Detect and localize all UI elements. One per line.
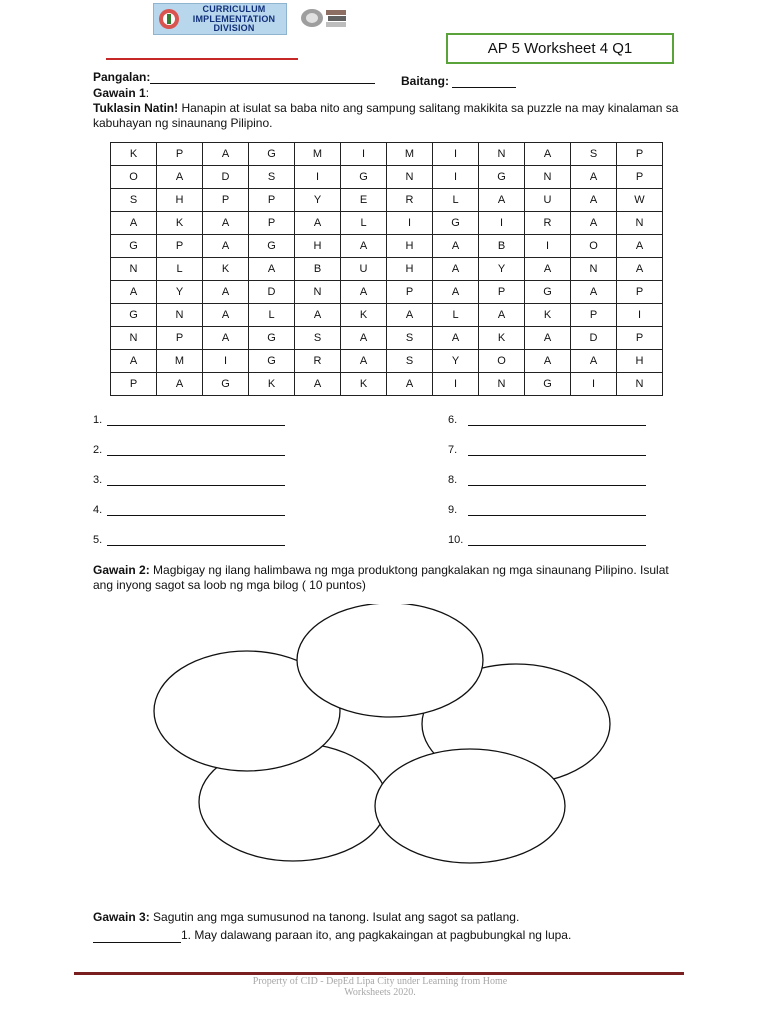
puzzle-cell[interactable]: I [617, 304, 663, 327]
puzzle-cell[interactable]: A [341, 327, 387, 350]
answer-blank[interactable] [468, 415, 646, 426]
answer-number: 4. [93, 504, 103, 516]
puzzle-row [111, 166, 663, 189]
puzzle-cell[interactable]: A [571, 189, 617, 212]
puzzle-cell[interactable]: S [387, 350, 433, 373]
gawain3-instruction: Gawain 3: Sagutin ang mga sumusunod na tanong. Isulat ang sagot sa patlang. [93, 910, 520, 924]
puzzle-cell[interactable]: P [617, 281, 663, 304]
answer-circles [150, 604, 620, 866]
puzzle-cell[interactable]: B [479, 235, 525, 258]
puzzle-cell[interactable]: O [111, 166, 157, 189]
puzzle-cell[interactable]: A [341, 350, 387, 373]
worksheet-title: AP 5 Worksheet 4 Q1 [446, 33, 674, 64]
cid-logo [153, 3, 287, 35]
puzzle-cell[interactable]: K [203, 258, 249, 281]
puzzle-cell[interactable]: G [525, 373, 571, 396]
puzzle-cell[interactable]: I [203, 350, 249, 373]
deped-seal-icon [158, 8, 180, 30]
gawain1-title: Gawain 1: [93, 86, 150, 100]
puzzle-cell[interactable]: P [617, 143, 663, 166]
puzzle-cell[interactable]: P [387, 281, 433, 304]
puzzle-cell[interactable]: L [433, 304, 479, 327]
answer-circle-bottom-right[interactable] [375, 749, 565, 863]
question1-blank[interactable] [93, 931, 181, 943]
puzzle-cell[interactable]: A [525, 327, 571, 350]
instruction-lead: Tuklasin Natin! [93, 101, 179, 115]
puzzle-cell[interactable]: M [157, 350, 203, 373]
answer-line [448, 534, 646, 546]
puzzle-cell[interactable]: Y [157, 281, 203, 304]
puzzle-cell[interactable]: P [157, 235, 203, 258]
gawain2-title: Gawain 2: [93, 563, 150, 577]
puzzle-cell[interactable]: A [295, 304, 341, 327]
puzzle-cell[interactable]: G [433, 212, 479, 235]
gawain3-title: Gawain 3: [93, 910, 150, 924]
puzzle-row [111, 281, 663, 304]
puzzle-cell[interactable]: A [295, 212, 341, 235]
puzzle-cell[interactable]: H [157, 189, 203, 212]
puzzle-cell[interactable]: K [479, 327, 525, 350]
puzzle-cell[interactable]: P [571, 304, 617, 327]
puzzle-cell[interactable]: S [295, 327, 341, 350]
answer-line [448, 504, 646, 516]
puzzle-cell[interactable]: D [249, 281, 295, 304]
puzzle-cell[interactable]: G [525, 281, 571, 304]
puzzle-row [111, 258, 663, 281]
puzzle-cell[interactable]: A [433, 281, 479, 304]
puzzle-cell[interactable]: H [387, 258, 433, 281]
puzzle-cell[interactable]: D [203, 166, 249, 189]
answer-circle-top[interactable] [297, 604, 483, 717]
puzzle-cell[interactable]: K [525, 304, 571, 327]
puzzle-cell[interactable]: A [571, 281, 617, 304]
puzzle-cell[interactable]: A [249, 258, 295, 281]
answer-line [448, 474, 646, 486]
puzzle-cell[interactable]: K [157, 212, 203, 235]
answer-blank[interactable] [468, 535, 646, 546]
puzzle-cell[interactable]: N [111, 258, 157, 281]
puzzle-cell[interactable]: A [433, 235, 479, 258]
puzzle-cell[interactable]: N [617, 373, 663, 396]
puzzle-cell[interactable]: P [479, 281, 525, 304]
puzzle-cell[interactable]: I [433, 143, 479, 166]
puzzle-cell[interactable]: L [433, 189, 479, 212]
puzzle-cell[interactable]: A [479, 304, 525, 327]
puzzle-cell[interactable]: H [617, 350, 663, 373]
puzzle-cell[interactable]: P [617, 327, 663, 350]
gawain3-question1: 1. May dalawang paraan ito, ang pagkakaingan at pagbubungkal ng lupa. [93, 928, 571, 943]
puzzle-cell[interactable]: H [387, 235, 433, 258]
books-logo-icon [298, 4, 350, 32]
answer-number: 8. [448, 474, 458, 486]
puzzle-cell[interactable]: N [479, 373, 525, 396]
puzzle-cell[interactable]: Y [479, 258, 525, 281]
puzzle-cell[interactable]: A [341, 235, 387, 258]
puzzle-cell[interactable]: P [111, 373, 157, 396]
puzzle-cell[interactable]: P [157, 327, 203, 350]
answer-blank[interactable] [107, 475, 285, 486]
logo-text: CURRICULUM IMPLEMENTATION DIVISION [192, 4, 276, 33]
puzzle-cell[interactable]: A [295, 373, 341, 396]
answer-number: 1. [93, 414, 103, 426]
puzzle-cell[interactable]: A [111, 212, 157, 235]
puzzle-cell[interactable]: A [525, 350, 571, 373]
puzzle-cell[interactable]: S [249, 166, 295, 189]
puzzle-cell[interactable]: N [617, 212, 663, 235]
answer-blank[interactable] [107, 445, 285, 456]
puzzle-cell[interactable]: I [525, 235, 571, 258]
grade-blank[interactable] [452, 76, 516, 88]
puzzle-cell[interactable]: P [249, 212, 295, 235]
puzzle-cell[interactable]: A [571, 350, 617, 373]
puzzle-cell[interactable]: A [433, 327, 479, 350]
puzzle-cell[interactable]: A [387, 304, 433, 327]
gawain2-instruction: Gawain 2: Magbigay ng ilang halimbawa ng mga produktong pangkalakan ng mga sinaunang Pilipino. Isulat ang inyong sagot sa loob ng mga bilog ( 10 puntos) [93, 563, 669, 592]
puzzle-cell[interactable]: G [249, 143, 295, 166]
answer-line [448, 414, 646, 426]
puzzle-cell[interactable]: P [617, 166, 663, 189]
answer-number: 9. [448, 504, 458, 516]
grade-label: Baitang: [401, 74, 449, 88]
puzzle-cell[interactable]: A [617, 235, 663, 258]
puzzle-cell[interactable]: A [341, 281, 387, 304]
puzzle-cell[interactable]: I [479, 212, 525, 235]
puzzle-cell[interactable]: L [249, 304, 295, 327]
puzzle-cell[interactable]: O [571, 235, 617, 258]
puzzle-cell[interactable]: A [387, 373, 433, 396]
instruction-text: Hanapin at isulat sa baba nito ang sampung salitang makikita sa puzzle na may kinalaman sa kabuhayan ng sinaunang Pilipino. [93, 101, 679, 130]
puzzle-row [111, 212, 663, 235]
puzzle-cell[interactable]: L [157, 258, 203, 281]
puzzle-cell[interactable]: O [479, 350, 525, 373]
puzzle-cell[interactable]: R [295, 350, 341, 373]
puzzle-cell[interactable]: G [249, 235, 295, 258]
answer-blank[interactable] [107, 415, 285, 426]
puzzle-cell[interactable]: G [203, 373, 249, 396]
footer-text: Property of CID - DepEd Lipa City under Learning from Home Worksheets 2020. [252, 976, 508, 998]
puzzle-row [111, 143, 663, 166]
puzzle-cell[interactable]: G [479, 166, 525, 189]
puzzle-cell[interactable]: B [295, 258, 341, 281]
puzzle-cell[interactable]: N [571, 258, 617, 281]
puzzle-cell[interactable]: N [387, 166, 433, 189]
answer-blank[interactable] [468, 475, 646, 486]
answer-line [448, 444, 646, 456]
puzzle-cell[interactable]: I [433, 373, 479, 396]
answer-blank[interactable] [468, 445, 646, 456]
puzzle-cell[interactable]: A [157, 166, 203, 189]
puzzle-cell[interactable]: D [571, 327, 617, 350]
puzzle-cell[interactable]: A [111, 350, 157, 373]
puzzle-cell[interactable]: A [433, 258, 479, 281]
puzzle-cell[interactable]: A [203, 327, 249, 350]
puzzle-cell[interactable]: K [341, 373, 387, 396]
puzzle-cell[interactable]: P [157, 143, 203, 166]
puzzle-cell[interactable]: N [525, 166, 571, 189]
answer-number: 10. [448, 534, 464, 546]
puzzle-cell[interactable]: I [433, 166, 479, 189]
puzzle-cell[interactable]: Y [433, 350, 479, 373]
puzzle-row [111, 235, 663, 258]
answer-line [93, 534, 285, 546]
puzzle-cell[interactable]: A [203, 143, 249, 166]
puzzle-cell[interactable]: R [525, 212, 571, 235]
answer-blank[interactable] [107, 535, 285, 546]
puzzle-cell[interactable]: A [203, 281, 249, 304]
name-row [93, 70, 375, 84]
gawain1-instruction [93, 101, 683, 131]
name-label: Pangalan: [93, 70, 151, 84]
answer-line [93, 474, 285, 486]
puzzle-cell[interactable]: A [525, 258, 571, 281]
puzzle-cell[interactable]: P [249, 189, 295, 212]
puzzle-cell[interactable]: Y [295, 189, 341, 212]
answer-blank[interactable] [468, 505, 646, 516]
puzzle-cell[interactable]: A [157, 373, 203, 396]
puzzle-cell[interactable]: I [341, 143, 387, 166]
puzzle-cell[interactable]: S [387, 327, 433, 350]
puzzle-cell[interactable]: A [617, 258, 663, 281]
puzzle-cell[interactable]: I [571, 373, 617, 396]
puzzle-cell[interactable]: I [387, 212, 433, 235]
puzzle-cell[interactable]: K [111, 143, 157, 166]
footer-divider [74, 972, 684, 975]
puzzle-cell[interactable]: G [111, 235, 157, 258]
answer-number: 3. [93, 474, 103, 486]
puzzle-cell[interactable]: M [387, 143, 433, 166]
puzzle-cell[interactable]: S [111, 189, 157, 212]
word-search-puzzle [110, 142, 663, 396]
puzzle-cell[interactable]: H [295, 235, 341, 258]
puzzle-cell[interactable]: A [203, 235, 249, 258]
puzzle-cell[interactable]: N [295, 281, 341, 304]
puzzle-cell[interactable]: U [341, 258, 387, 281]
answer-number: 7. [448, 444, 458, 456]
puzzle-cell[interactable]: G [249, 350, 295, 373]
puzzle-row [111, 304, 663, 327]
puzzle-cell[interactable]: W [617, 189, 663, 212]
puzzle-cell[interactable]: L [341, 212, 387, 235]
answer-line [93, 444, 285, 456]
puzzle-cell[interactable]: G [111, 304, 157, 327]
puzzle-cell[interactable]: A [571, 212, 617, 235]
answer-blank[interactable] [107, 505, 285, 516]
puzzle-cell[interactable]: A [525, 143, 571, 166]
puzzle-row [111, 350, 663, 373]
grade-row [401, 74, 516, 88]
puzzle-cell[interactable]: K [249, 373, 295, 396]
puzzle-cell[interactable]: N [111, 327, 157, 350]
puzzle-cell[interactable]: P [203, 189, 249, 212]
puzzle-cell[interactable]: M [295, 143, 341, 166]
puzzle-cell[interactable]: I [295, 166, 341, 189]
puzzle-cell[interactable]: U [525, 189, 571, 212]
answer-line [93, 504, 285, 516]
puzzle-cell[interactable]: A [111, 281, 157, 304]
red-divider [106, 58, 298, 60]
puzzle-cell[interactable]: G [341, 166, 387, 189]
puzzle-cell[interactable]: A [203, 304, 249, 327]
answer-number: 5. [93, 534, 103, 546]
puzzle-cell[interactable]: N [157, 304, 203, 327]
puzzle-row [111, 189, 663, 212]
puzzle-cell[interactable]: S [571, 143, 617, 166]
puzzle-row [111, 327, 663, 350]
answer-number: 6. [448, 414, 458, 426]
puzzle-cell[interactable]: G [249, 327, 295, 350]
name-blank[interactable] [150, 72, 375, 84]
puzzle-cell[interactable]: E [341, 189, 387, 212]
puzzle-row [111, 373, 663, 396]
puzzle-cell[interactable]: A [479, 189, 525, 212]
puzzle-cell[interactable]: R [387, 189, 433, 212]
puzzle-cell[interactable]: A [571, 166, 617, 189]
puzzle-cell[interactable]: A [203, 212, 249, 235]
answer-number: 2. [93, 444, 103, 456]
answer-line [93, 414, 285, 426]
puzzle-cell[interactable]: N [479, 143, 525, 166]
puzzle-cell[interactable]: K [341, 304, 387, 327]
